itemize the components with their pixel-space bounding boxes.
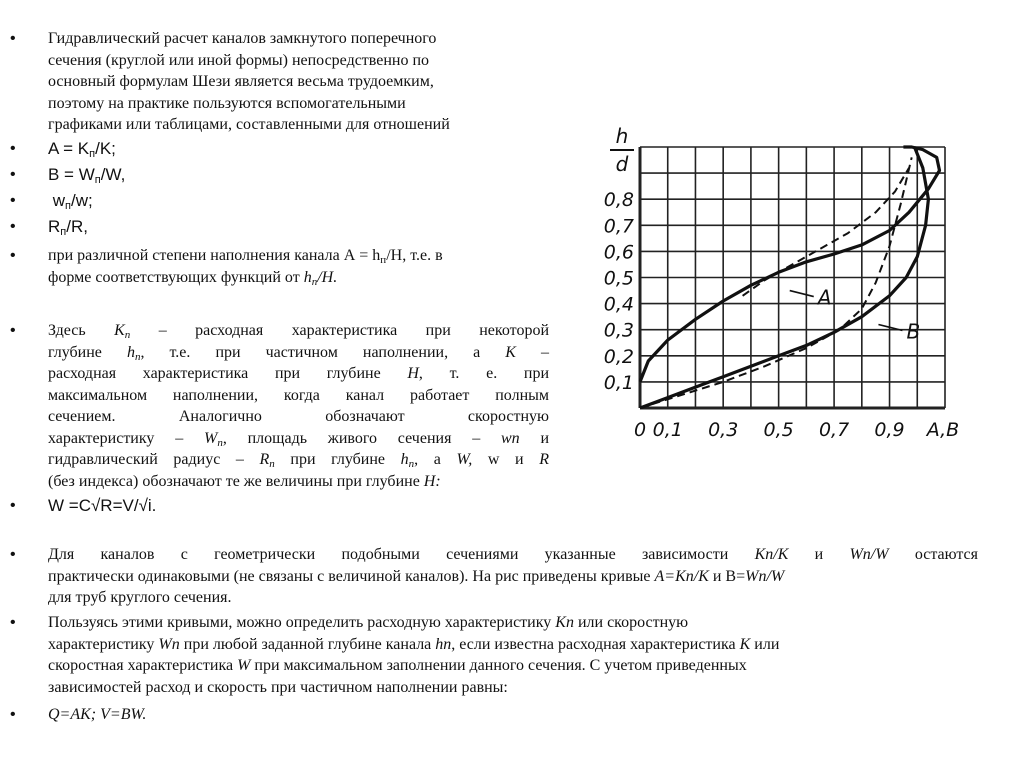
- bullet-11-marker: •: [10, 706, 16, 723]
- x-tick-label: 0,1: [652, 419, 683, 441]
- annotation-a: A: [817, 285, 832, 310]
- bullet-1-line-4: поэтому на практике пользуются вспомогательными: [48, 94, 406, 112]
- y-tick-label: 0,8: [603, 189, 634, 212]
- annotation-b: B: [906, 319, 921, 344]
- bullet-2-marker: •: [10, 140, 16, 157]
- chart-grid: [640, 147, 945, 408]
- bullet-10-marker: •: [10, 614, 16, 631]
- formula-a: $A = K_п/K$;: [48, 139, 116, 160]
- bullet-1-line-1: Гидравлический расчет каналов замкнутого поперечного: [48, 30, 437, 47]
- bullet-7-text: Здесь $K_п$ – расходная характеристика при некоторой глубине $h_п$, т.е. при частичном наполнении, а K – расходная характеристика при глубине H, т. е. при максимальном наполнении, когда канал работает полным сечением. Аналогично обозначают скоростную характеристику – $W_п$, площадь живого сечения – wn и гидравлический радиус – $R_п$ при глубине $h_п$, а W, w и R (без индекса) обозначают те же величины при глубине H:: [48, 322, 550, 490]
- bullet-1-text: [48, 28, 548, 136]
- formula-w: $w_п/w$;: [48, 191, 93, 212]
- y-tick-label: 0,6: [603, 241, 634, 264]
- formula-chezy: W =C√R=V/√i.: [48, 496, 157, 515]
- y-axis-label-denominator: d: [615, 152, 629, 176]
- bullet-9-text: Для каналов с геометрически подобными сечениями указанные зависимости Kn/K и Wn/W остаются практически одинаковыми (не связаны с величиной каналов). На рис приведены кривые A=Kn/K и В=Wn/W для труб круглого сечения.: [48, 546, 979, 606]
- bullet-3-marker: •: [10, 166, 16, 183]
- y-tick-label: 0,7: [603, 215, 634, 238]
- formula-q: Q=AK; V=BW.: [48, 706, 147, 723]
- bullet-5-marker: •: [10, 218, 16, 235]
- bullet-1-marker: •: [10, 30, 16, 47]
- bullet-1-line-2: сечения (круглой или иной формы) непосредственно по: [48, 51, 430, 69]
- y-tick-label: 0,2: [603, 345, 634, 368]
- bullet-10-text: Пользуясь этими кривыми, можно определить расходную характеристику Kn или скоростную характеристику Wn при любой заданной глубине канала hn, если известна расходная характеристика K или скоростная характеристика W при максимальном заполнении данного сечения. С учетом приведенных зависимостей расход и скорость при частичном наполнении равны:: [48, 614, 780, 696]
- x-tick-label: 0,9: [874, 419, 905, 441]
- annotation-leader-a: [790, 291, 814, 297]
- x-tick-label: 0: [633, 419, 647, 441]
- formula-b: $B = W_п/W$,: [48, 165, 126, 186]
- bullet-6-marker: •: [10, 247, 16, 264]
- bullet-9-marker: •: [10, 546, 16, 563]
- y-tick-label: 0,4: [603, 293, 634, 316]
- bullet-4-marker: •: [10, 192, 16, 209]
- series-b-dashed: [640, 157, 912, 408]
- bullet-6-text: при различной степени наполнения канала $А = h_п/H$, т.е. в форме соответствующих функций от $h_п/H$.: [48, 247, 443, 288]
- x-axis-label: A,B: [926, 419, 960, 441]
- formula-r: $R_п/R$,: [48, 217, 88, 238]
- bullet-7-marker: •: [10, 322, 16, 339]
- bullet-8-marker: •: [10, 497, 16, 514]
- x-tick-label: 0,5: [763, 419, 794, 441]
- y-tick-label: 0,1: [603, 371, 634, 394]
- x-tick-label: 0,3: [708, 419, 739, 441]
- y-tick-label: 0,5: [603, 267, 634, 290]
- bullet-1-line-5: графиками или таблицами, составленными для отношений: [48, 116, 450, 133]
- x-tick-label: 0,7: [818, 419, 850, 441]
- y-tick-label: 0,3: [603, 319, 634, 342]
- series-a: [640, 147, 940, 382]
- bullet-1-line-3: основный формулам Шези является весьма трудоемким,: [48, 73, 434, 90]
- y-axis-label-numerator: h: [615, 125, 629, 148]
- hydraulic-chart: [600, 125, 980, 445]
